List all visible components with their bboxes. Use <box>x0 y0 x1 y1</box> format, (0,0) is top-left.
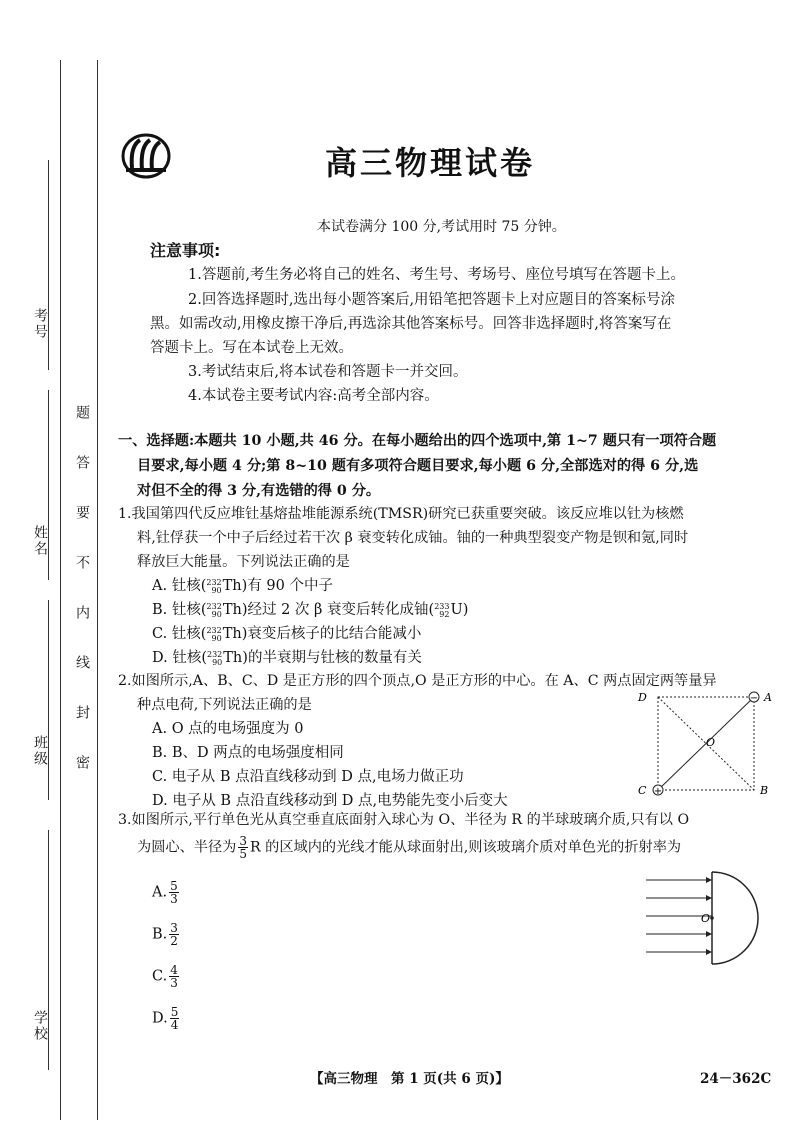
atomic-number: 90 <box>212 658 223 667</box>
nuclide-numbers <box>206 627 221 643</box>
mass-number: 232 <box>206 626 222 635</box>
fraction <box>169 880 179 905</box>
denominator: 4 <box>170 1018 179 1032</box>
option-text: C. 钍核( <box>152 626 207 642</box>
numerator: 3 <box>170 921 178 935</box>
binding-line-inner <box>97 60 98 1120</box>
stem-text: R 的区域内的光线才能从球面射出,则该玻璃介质对单色光的折射率为 <box>249 839 682 856</box>
option-label: C. <box>152 968 168 985</box>
hemisphere-arc <box>712 872 758 964</box>
question-1-option-c[interactable] <box>152 623 421 645</box>
label-b: B <box>760 784 769 797</box>
option-text: )有 90 个中子 <box>241 578 333 594</box>
numerator: 5 <box>170 1005 179 1019</box>
question-3-stem: 3.如图所示,平行单色光从真空垂直底面射入球心为 O、半径为 R 的半球玻璃介质,只有以 O <box>118 812 690 828</box>
mass-number: 232 <box>206 650 223 659</box>
nuclide-numbers <box>434 603 449 619</box>
question-1-option-d[interactable] <box>152 647 422 669</box>
section-heading: 一、选择题:本题共 10 小题,共 46 分。在每小题给出的四个选项中,第 1~7 题只有一项符合题 <box>118 433 717 449</box>
field-school-label: 学校 <box>32 1010 48 1042</box>
field-name-blank[interactable] <box>48 390 49 580</box>
atomic-number: 90 <box>211 634 222 643</box>
label-a: A <box>764 691 772 704</box>
numerator: 5 <box>170 879 178 893</box>
option-text: )的半衰期与钍核的数量有关 <box>242 650 422 666</box>
denominator: 2 <box>170 934 178 948</box>
question-2-option-a[interactable]: A. O 点的电场强度为 0 <box>152 721 304 737</box>
notice-item: 2.回答选择题时,选出每小题答案后,用铅笔把答题卡上对应题目的答案标号涂 <box>188 292 676 308</box>
field-class-label: 班级 <box>32 735 48 767</box>
question-3-option-c[interactable] <box>152 964 181 989</box>
label-o: O <box>701 912 711 925</box>
option-text: A. 钍核( <box>152 578 207 594</box>
label-c: C <box>638 784 647 797</box>
mass-number: 232 <box>206 602 222 611</box>
stem-text: 为圆心、半径为 <box>137 839 237 856</box>
arrowhead <box>706 949 712 955</box>
notice-item: 4.本试卷主要考试内容:高考全部内容。 <box>188 388 439 404</box>
nuclide-symbol: Th <box>223 650 243 666</box>
nuclide-numbers <box>207 603 222 619</box>
notice-item: 3.考试结束后,将本试卷和答题卡一并交回。 <box>188 364 468 380</box>
atomic-number: 90 <box>211 610 222 619</box>
mass-number: 232 <box>206 578 222 587</box>
question-1-stem: 料,钍俘获一个中子后经过若干次 β 衰变转化成铀。铀的一种典型裂变产物是钡和氪,同时 <box>137 530 689 546</box>
seal-char: 答 <box>74 455 90 471</box>
fraction <box>170 1006 180 1031</box>
atomic-number: 90 <box>211 586 222 595</box>
label-o: O <box>706 736 716 749</box>
nuclide-symbol: U <box>450 602 463 618</box>
notice-heading: 注意事项: <box>150 241 221 260</box>
page-subtitle: 本试卷满分 100 分,考试用时 75 分钟。 <box>317 219 566 235</box>
field-class-blank[interactable] <box>48 600 49 800</box>
numerator: 4 <box>170 963 178 977</box>
charge-a-sign: − <box>749 693 759 704</box>
field-name-label: 姓名 <box>32 525 48 557</box>
seal-char: 线 <box>74 655 90 671</box>
arrowhead <box>706 895 712 901</box>
charge-c-sign: + <box>653 786 663 797</box>
field-exam-number-blank[interactable] <box>48 160 49 370</box>
seal-char: 内 <box>74 605 90 621</box>
footer-code: 24－362C <box>700 1071 772 1087</box>
question-1-option-b[interactable] <box>152 599 468 621</box>
question-1-stem: 释放巨大能量。下列说法正确的是 <box>137 554 350 570</box>
option-label: B. <box>152 926 168 943</box>
nuclide-symbol: Th <box>222 602 242 618</box>
binding-line-outer <box>60 60 61 1120</box>
exam-logo-icon <box>120 132 172 180</box>
question-2-stem: 2.如图所示,A、B、C、D 是正方形的四个顶点,O 是正方形的中心。在 A、C 两点固定两等量异 <box>118 673 717 689</box>
denominator: 3 <box>170 892 178 906</box>
option-text: D. 钍核( <box>152 650 207 666</box>
section-heading: 目要求,每小题 4 分;第 8~10 题有多项符合题目要求,每小题 6 分,全部选对的得 6 分,选 <box>137 458 699 474</box>
footer-page-info: 【高三物理 第 1 页(共 6 页)】 <box>310 1071 509 1087</box>
seal-char: 密 <box>74 755 90 771</box>
option-text: )经过 2 次 β 衰变后转化成铀( <box>241 602 435 618</box>
nuclide-numbers <box>206 579 221 595</box>
fraction <box>169 964 179 989</box>
atomic-number: 92 <box>439 610 450 619</box>
fraction <box>169 922 179 947</box>
notice-item: 黑。如需改动,用橡皮擦干净后,再选涂其他答案标号。回答非选择题时,将答案写在 <box>150 316 672 332</box>
question-2-option-c[interactable]: C. 电子从 B 点沿直线移动到 D 点,电场力做正功 <box>152 769 464 785</box>
option-text: ) <box>462 602 469 618</box>
nuclide-symbol: Th <box>222 578 242 594</box>
denominator: 5 <box>239 847 247 861</box>
question-2-option-b[interactable]: B. B、D 两点的电场强度相同 <box>152 745 344 761</box>
notice-item: 答题卡上。写在本试卷上无效。 <box>150 340 353 356</box>
seal-char: 题 <box>74 405 90 421</box>
seal-char: 不 <box>74 555 90 571</box>
nuclide-symbol: Th <box>222 626 242 642</box>
option-text: )衰变后核子的比结合能减小 <box>241 626 422 642</box>
field-school-blank[interactable] <box>48 830 49 1070</box>
arrowhead <box>706 877 712 883</box>
question-1-option-a[interactable] <box>152 575 333 597</box>
option-label: A. <box>152 884 168 901</box>
page-title: 高三物理试卷 <box>325 144 536 182</box>
question-3-option-a[interactable] <box>152 880 181 905</box>
center-point <box>710 916 714 920</box>
question-3-option-d[interactable] <box>152 1006 181 1031</box>
question-3-option-b[interactable] <box>152 922 181 947</box>
question-2-option-d[interactable]: D. 电子从 B 点沿直线移动到 D 点,电势能先变小后变大 <box>152 793 508 809</box>
question-2-stem: 种点电荷,下列说法正确的是 <box>137 697 312 713</box>
field-exam-number-label: 考号 <box>32 308 48 340</box>
question-2-figure <box>630 684 780 802</box>
numerator: 3 <box>239 834 247 848</box>
label-d: D <box>638 691 647 704</box>
notice-item: 1.答题前,考生务必将自己的姓名、考生号、考场号、座位号填写在答题卡上。 <box>188 267 685 283</box>
seal-char: 封 <box>74 705 90 721</box>
option-label: D. <box>152 1010 168 1027</box>
fraction <box>238 835 248 860</box>
question-1-stem: 1.我国第四代反应堆钍基熔盐堆能源系统(TMSR)研究已获重要突破。该反应堆以钍为核燃 <box>118 506 684 522</box>
denominator: 3 <box>170 976 178 990</box>
option-text: B. 钍核( <box>152 602 207 618</box>
seal-char: 要 <box>74 505 90 521</box>
mass-number: 233 <box>434 602 450 611</box>
section-heading: 对但不全的得 3 分,有选错的得 0 分。 <box>137 483 381 499</box>
nuclide-numbers <box>207 651 222 667</box>
arrowhead <box>706 931 712 937</box>
question-3-figure <box>640 866 770 970</box>
question-3-stem-line2 <box>137 835 681 860</box>
